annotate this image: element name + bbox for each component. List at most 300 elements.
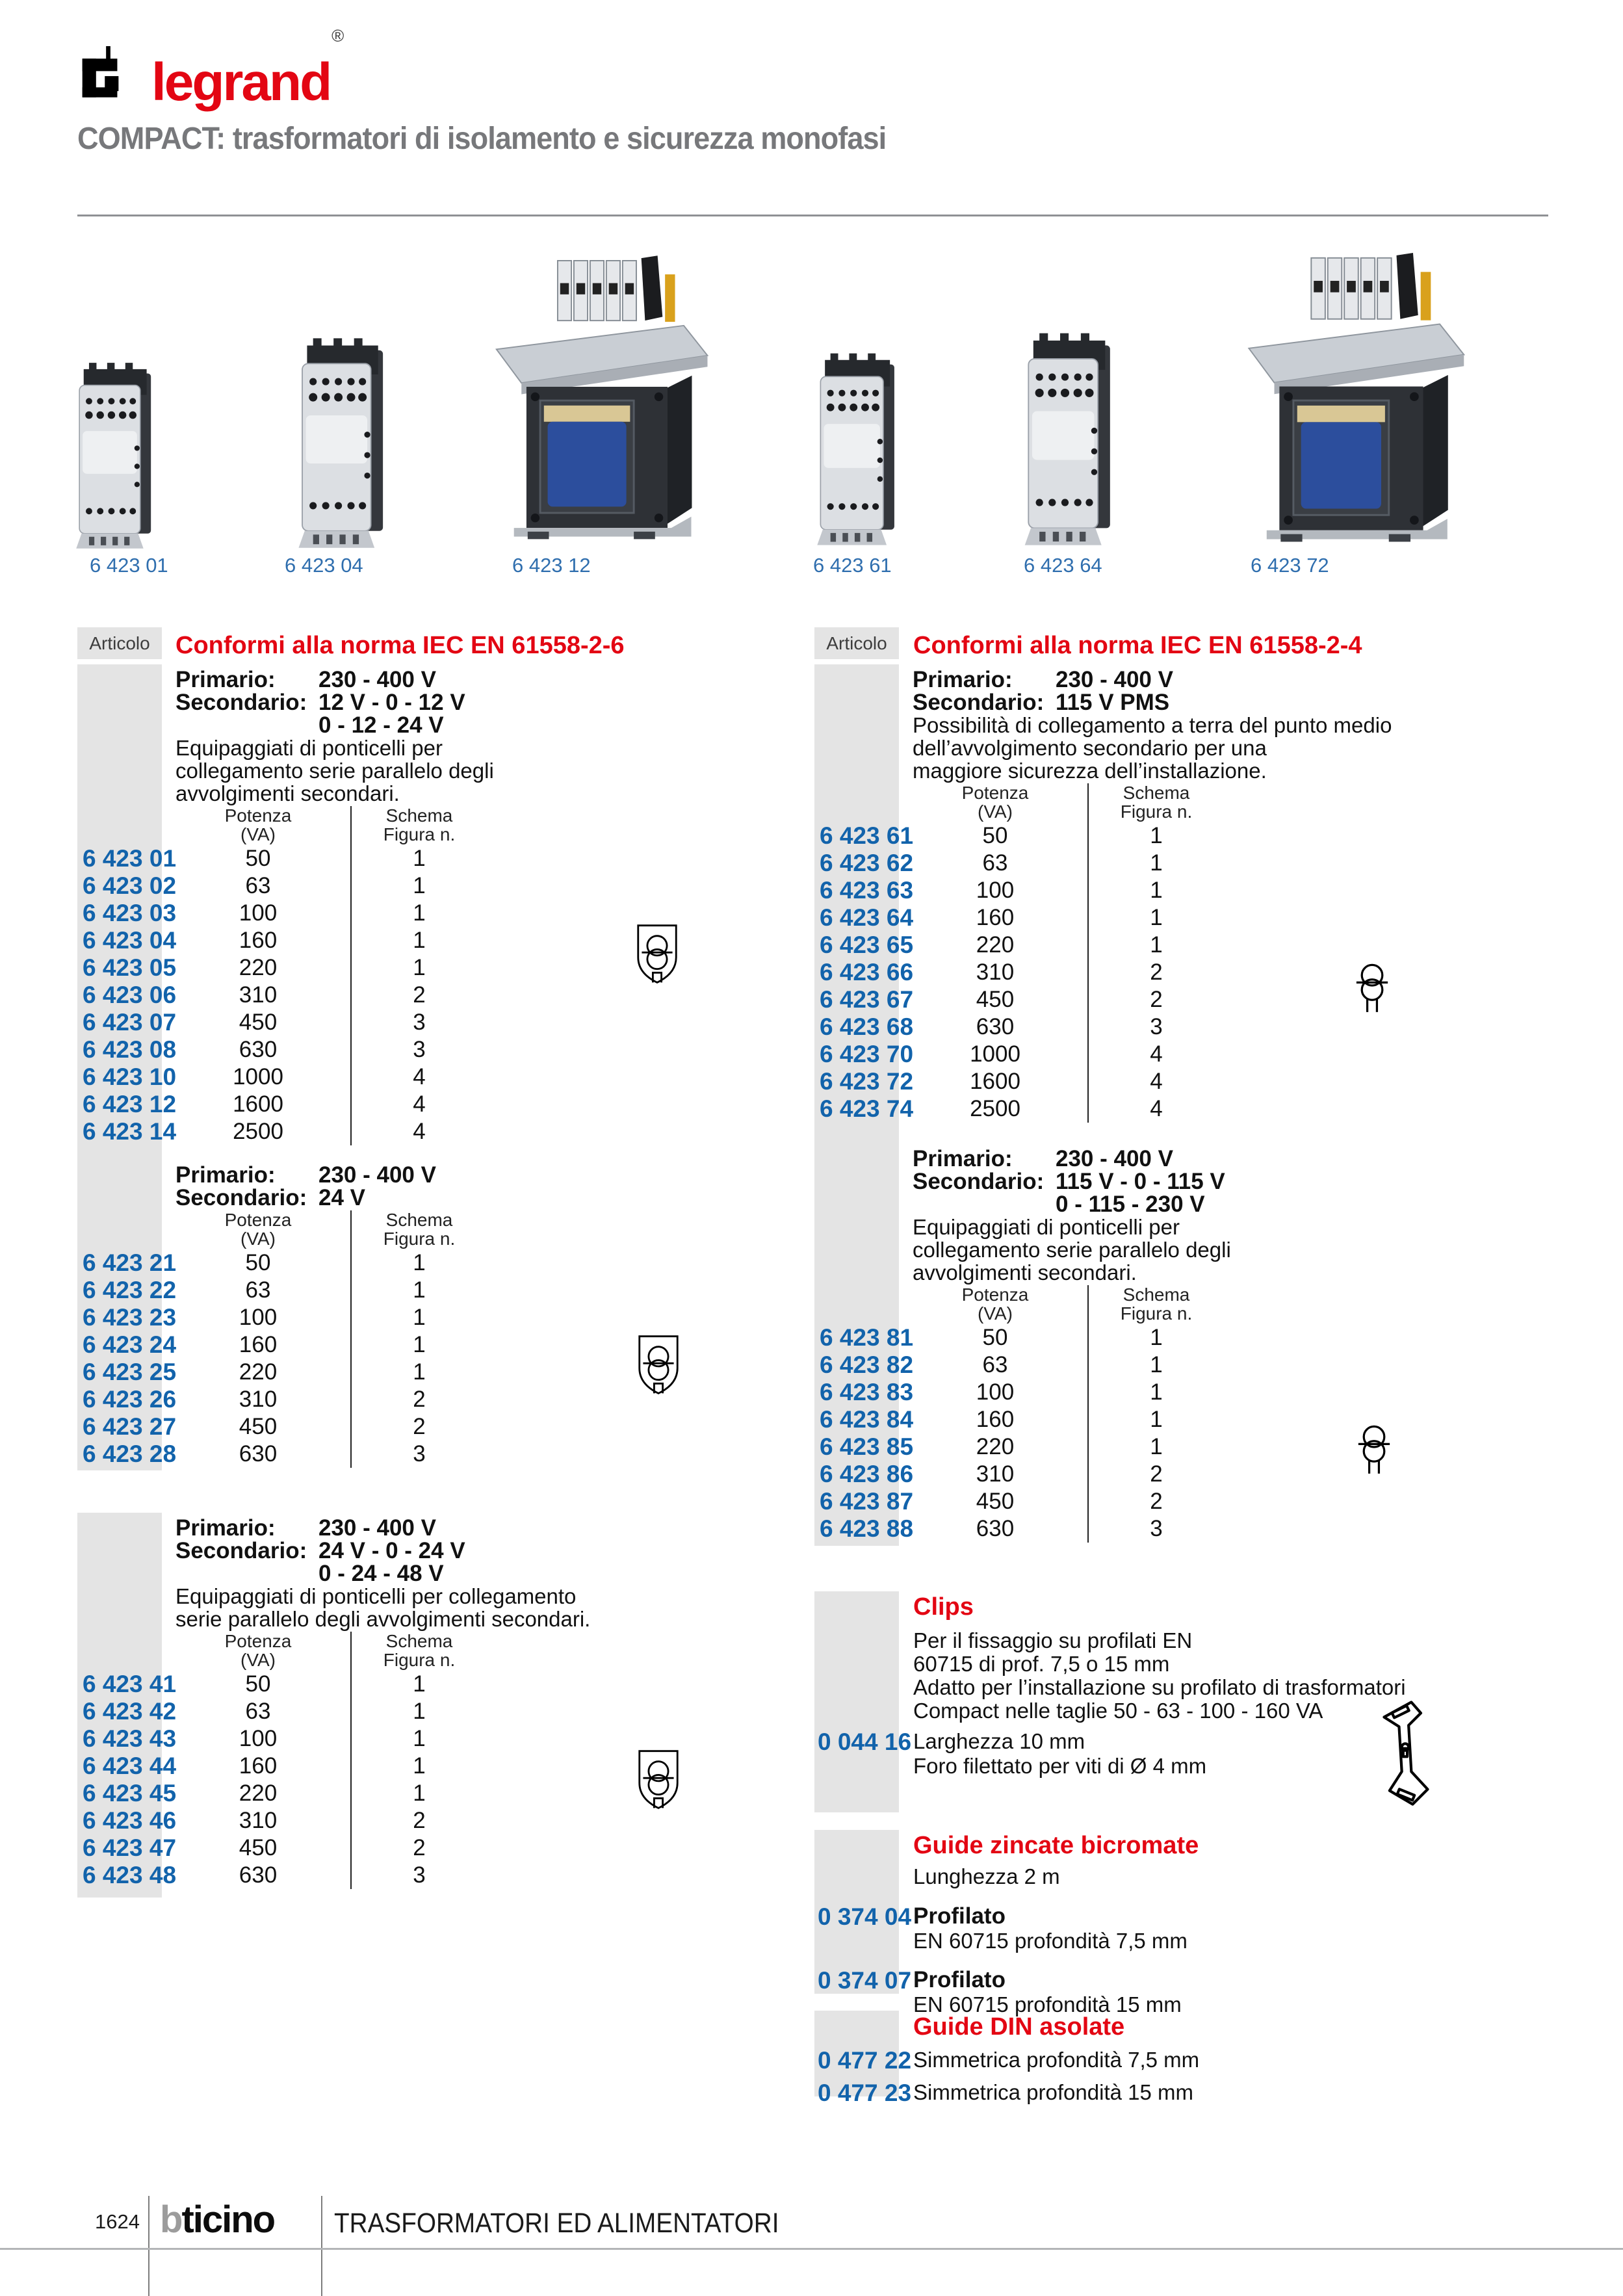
photo-code-label: 6 423 12 xyxy=(512,554,591,577)
left-section-heading: Conformi alla norma IEC EN 61558-2-6 xyxy=(175,632,625,659)
potenza-value: 160 xyxy=(976,905,1015,930)
schema-value: 1 xyxy=(350,1331,487,1359)
article-code: 0 374 07 xyxy=(818,1967,912,1994)
article-code: 6 423 04 xyxy=(83,927,177,954)
guide-din-heading: Guide DIN asolate xyxy=(913,2013,1125,2041)
potenza-value: 220 xyxy=(239,955,278,980)
article-code: 6 423 81 xyxy=(820,1324,914,1351)
footer-section-title: TRASFORMATORI ED ALIMENTATORI xyxy=(334,2208,779,2239)
potenza-value: 100 xyxy=(239,1305,278,1330)
table-row xyxy=(814,1013,1282,1041)
guide-length: Lunghezza 2 m xyxy=(913,1864,1060,1888)
schema-value: 3 xyxy=(350,1036,487,1063)
accessory-description: EN 60715 profondità 7,5 mm xyxy=(913,1929,1188,1953)
winding-value: 0 - 24 - 48 V xyxy=(318,1561,444,1586)
table-row xyxy=(77,1698,545,1725)
legrand-logo-icon xyxy=(77,46,140,109)
schema-value: 3 xyxy=(350,1009,487,1036)
potenza-value: 630 xyxy=(239,1037,278,1062)
article-code: 6 423 47 xyxy=(83,1834,177,1861)
accessory-description: Simmetrica profondità 7,5 mm xyxy=(913,2048,1200,2072)
potenza-value: 160 xyxy=(239,928,278,953)
schema-value: 1 xyxy=(1087,1324,1224,1351)
accessory-item xyxy=(814,1968,1594,2017)
table-row xyxy=(77,1441,545,1468)
product-photo-small xyxy=(294,325,393,554)
isolation-transformer-icon xyxy=(1355,957,1389,1014)
schema-value: 1 xyxy=(350,927,487,954)
potenza-value: 63 xyxy=(245,873,271,898)
table-row xyxy=(77,1862,545,1889)
article-code: 0 044 16 xyxy=(818,1729,912,1755)
legrand-logo xyxy=(77,26,344,112)
table-header-row xyxy=(77,806,545,845)
potenza-value: 63 xyxy=(982,1352,1008,1377)
primario-secondario-row xyxy=(175,1562,545,1585)
table-row xyxy=(77,1304,545,1331)
schema-value: 2 xyxy=(350,1807,487,1834)
potenza-value: 220 xyxy=(239,1781,278,1806)
schema-value: 2 xyxy=(1087,1488,1224,1515)
bticino-logo: bticino xyxy=(160,2198,275,2241)
schema-value: 1 xyxy=(350,1249,487,1277)
schema-value: 1 xyxy=(350,1671,487,1698)
article-code: 6 423 28 xyxy=(83,1441,177,1467)
schema-value: 1 xyxy=(350,900,487,927)
schema-value: 1 xyxy=(1087,877,1224,904)
table-row xyxy=(77,1386,545,1413)
winding-value: 0 - 12 - 24 V xyxy=(318,712,444,738)
winding-label xyxy=(175,1562,318,1585)
table-row xyxy=(77,1009,545,1036)
potenza-value: 2500 xyxy=(233,1119,283,1144)
product-block xyxy=(77,1164,545,1468)
table-row xyxy=(77,845,545,872)
guide-zincate-heading: Guide zincate bicromate xyxy=(913,1832,1199,1859)
primario-secondario-row xyxy=(913,1147,1282,1170)
table-row xyxy=(77,1249,545,1277)
article-code: 6 423 41 xyxy=(83,1671,177,1697)
potenza-value: 310 xyxy=(976,959,1015,985)
table-row xyxy=(77,1063,545,1091)
table-row xyxy=(77,1118,545,1145)
accessory-description-line: Compact nelle taglie 50 - 63 - 100 - 160 VA xyxy=(913,1699,1323,1723)
article-code: 6 423 07 xyxy=(83,1009,177,1036)
schema-value: 2 xyxy=(350,1834,487,1862)
potenza-value: 220 xyxy=(239,1359,278,1385)
potenza-value: 450 xyxy=(976,1489,1015,1514)
winding-label xyxy=(913,1193,1056,1216)
winding-label: Secondario: xyxy=(913,1169,1045,1194)
potenza-value: 310 xyxy=(239,982,278,1008)
article-code: 6 423 67 xyxy=(820,986,914,1013)
article-code: 6 423 21 xyxy=(83,1249,177,1276)
table-row xyxy=(77,872,545,900)
article-code: 6 423 84 xyxy=(820,1406,914,1433)
column-header-potenza: Potenza (VA) xyxy=(961,783,1029,822)
table-row xyxy=(814,1488,1282,1515)
table-row xyxy=(77,1331,545,1359)
article-code: 6 423 02 xyxy=(83,872,177,899)
schema-value: 4 xyxy=(350,1091,487,1118)
accessory-description: Simmetrica profondità 15 mm xyxy=(913,2080,1193,2104)
table-row xyxy=(814,1379,1282,1406)
table-row xyxy=(77,1413,545,1441)
article-code: 6 423 74 xyxy=(820,1095,914,1122)
article-code: 6 423 85 xyxy=(820,1433,914,1460)
guide-zincate-section xyxy=(814,1831,1594,2017)
column-header-schema: Schema Figura n. xyxy=(1087,783,1224,822)
description-line: Possibilità di collegamento a terra del punto medio xyxy=(913,713,1392,737)
article-code: 6 423 44 xyxy=(83,1753,177,1779)
potenza-value: 450 xyxy=(976,987,1015,1012)
table-row xyxy=(814,877,1282,904)
schema-value: 4 xyxy=(1087,1068,1224,1095)
product-block xyxy=(77,668,545,1145)
accessory-item xyxy=(814,2080,1594,2106)
clip-illustration xyxy=(1368,1695,1445,1811)
schema-value: 2 xyxy=(1087,986,1224,1013)
accessory-description-line: 60715 di prof. 7,5 o 15 mm xyxy=(913,1652,1170,1676)
article-code: 6 423 24 xyxy=(83,1331,177,1358)
table-row xyxy=(814,932,1282,959)
article-code: 6 423 68 xyxy=(820,1013,914,1040)
potenza-value: 310 xyxy=(239,1808,278,1833)
photo-code-label: 6 423 04 xyxy=(285,554,363,577)
schema-value: 1 xyxy=(350,1277,487,1304)
column-header-potenza: Potenza (VA) xyxy=(224,1210,292,1249)
schema-value: 1 xyxy=(1087,1351,1224,1379)
winding-label: Secondario: xyxy=(913,690,1045,715)
potenza-value: 1600 xyxy=(970,1069,1020,1094)
table-row xyxy=(77,927,545,954)
table-row xyxy=(77,1753,545,1780)
article-code: 6 423 64 xyxy=(820,904,914,931)
description-line: Equipaggiati di ponticelli per xyxy=(175,736,443,760)
potenza-value: 630 xyxy=(976,1516,1015,1541)
article-code: 6 423 62 xyxy=(820,850,914,876)
description-line: avvolgimenti secondari. xyxy=(175,781,400,805)
primario-secondario-row xyxy=(175,714,545,737)
article-code: 6 423 25 xyxy=(83,1359,177,1385)
footer-divider-line xyxy=(148,2196,149,2296)
potenza-value: 100 xyxy=(976,878,1015,903)
product-block xyxy=(77,1515,591,1889)
article-code: 6 423 06 xyxy=(83,982,177,1008)
safety-transformer-icon xyxy=(636,923,679,985)
accessory-name: Profilato xyxy=(913,1967,1006,1992)
schema-value: 3 xyxy=(1087,1515,1224,1543)
potenza-value: 630 xyxy=(976,1014,1015,1039)
article-code: 6 423 86 xyxy=(820,1461,914,1487)
product-photo-large xyxy=(478,252,715,553)
article-code: 0 374 04 xyxy=(818,1903,912,1930)
column-header-schema: Schema Figura n. xyxy=(350,1210,487,1249)
accessory-item xyxy=(814,2048,1594,2074)
winding-label: Primario: xyxy=(913,667,1013,692)
potenza-value: 1000 xyxy=(970,1041,1020,1067)
right-section-heading: Conformi alla norma IEC EN 61558-2-4 xyxy=(913,632,1362,659)
schema-value: 4 xyxy=(1087,1041,1224,1068)
winding-value: 24 V xyxy=(318,1185,365,1210)
table-row xyxy=(77,900,545,927)
potenza-value: 100 xyxy=(239,900,278,926)
schema-value: 2 xyxy=(350,982,487,1009)
article-code: 6 423 22 xyxy=(83,1277,177,1303)
schema-value: 2 xyxy=(350,1386,487,1413)
table-row xyxy=(77,1359,545,1386)
article-code: 6 423 43 xyxy=(83,1725,177,1752)
photo-code-label: 6 423 64 xyxy=(1024,554,1102,577)
articolo-header: Articolo xyxy=(77,627,162,659)
product-block xyxy=(814,667,1392,1123)
accessory-description: Foro filettato per viti di Ø 4 mm xyxy=(913,1754,1207,1778)
clips-heading: Clips xyxy=(913,1593,974,1621)
schema-value: 1 xyxy=(350,872,487,900)
article-code: 6 423 63 xyxy=(820,877,914,904)
table-row xyxy=(814,1095,1282,1123)
schema-value: 1 xyxy=(350,1359,487,1386)
schema-value: 1 xyxy=(1087,932,1224,959)
column-header-schema: Schema Figura n. xyxy=(1087,1285,1224,1324)
table-row xyxy=(814,1515,1282,1543)
article-code: 6 423 87 xyxy=(820,1488,914,1515)
article-code: 6 423 42 xyxy=(83,1698,177,1725)
table-row xyxy=(814,904,1282,932)
footer-divider-line xyxy=(321,2196,322,2296)
isolation-transformer-icon xyxy=(1357,1418,1391,1476)
description-line: collegamento serie parallelo degli xyxy=(175,759,494,783)
winding-label: Secondario: xyxy=(175,1185,307,1210)
schema-value: 4 xyxy=(350,1063,487,1091)
column-header-schema: Schema Figura n. xyxy=(350,806,487,845)
article-code: 6 423 88 xyxy=(820,1515,914,1542)
table-row xyxy=(814,1461,1282,1488)
schema-value: 1 xyxy=(350,1753,487,1780)
potenza-value: 630 xyxy=(239,1862,278,1888)
winding-label: Secondario: xyxy=(175,690,307,715)
table-row xyxy=(77,982,545,1009)
table-row xyxy=(77,1671,545,1698)
potenza-value: 450 xyxy=(239,1010,278,1035)
photo-code-label: 6 423 72 xyxy=(1251,554,1329,577)
winding-label: Primario: xyxy=(175,1515,276,1541)
article-code: 0 477 22 xyxy=(818,2047,912,2074)
winding-value: 0 - 115 - 230 V xyxy=(1056,1192,1205,1217)
table-row xyxy=(814,850,1282,877)
article-code: 6 423 65 xyxy=(820,932,914,958)
table-row xyxy=(77,954,545,982)
column-header-schema: Schema Figura n. xyxy=(350,1632,487,1671)
article-code: 6 423 08 xyxy=(83,1036,177,1063)
schema-value: 2 xyxy=(350,1413,487,1441)
description-line: collegamento serie parallelo degli xyxy=(913,1238,1231,1262)
winding-value: 230 - 400 V xyxy=(1056,1146,1173,1171)
primario-secondario-row xyxy=(175,691,545,714)
guide-din-section xyxy=(814,2013,1594,2106)
schema-value: 1 xyxy=(1087,1406,1224,1433)
article-code: 6 423 48 xyxy=(83,1862,177,1888)
winding-label xyxy=(175,714,318,737)
article-code: 6 423 10 xyxy=(83,1063,177,1090)
article-code: 6 423 05 xyxy=(83,954,177,981)
potenza-value: 100 xyxy=(239,1726,278,1751)
potenza-value: 630 xyxy=(239,1441,278,1467)
table-row xyxy=(814,1406,1282,1433)
potenza-value: 100 xyxy=(976,1379,1015,1405)
potenza-value: 450 xyxy=(239,1835,278,1860)
potenza-value: 50 xyxy=(245,1671,271,1697)
potenza-value: 310 xyxy=(239,1387,278,1412)
table-row xyxy=(814,1433,1282,1461)
table-row xyxy=(814,959,1282,986)
potenza-value: 160 xyxy=(976,1407,1015,1432)
articolo-header: Articolo xyxy=(814,627,899,659)
schema-value: 3 xyxy=(350,1441,487,1468)
schema-value: 4 xyxy=(1087,1095,1224,1123)
description-line: Equipaggiati di ponticelli per collegamento xyxy=(175,1584,577,1608)
table-row xyxy=(814,822,1282,850)
product-block xyxy=(814,1147,1282,1543)
winding-label: Primario: xyxy=(175,1162,276,1188)
schema-value: 1 xyxy=(1087,1379,1224,1406)
winding-label: Secondario: xyxy=(175,1538,307,1563)
article-code: 6 423 01 xyxy=(83,845,177,872)
potenza-value: 160 xyxy=(239,1332,278,1357)
article-code: 6 423 27 xyxy=(83,1413,177,1440)
table-header-row xyxy=(77,1632,545,1671)
table-row xyxy=(814,1324,1282,1351)
article-code: 6 423 61 xyxy=(820,822,914,849)
winding-value: 115 V - 0 - 115 V xyxy=(1056,1169,1225,1194)
accessory-item xyxy=(814,1729,1594,1779)
primario-secondario-row xyxy=(913,668,1282,691)
schema-value: 3 xyxy=(1087,1013,1224,1041)
safety-transformer-icon xyxy=(637,1334,680,1396)
schema-value: 1 xyxy=(1087,850,1224,877)
product-photo-small xyxy=(73,351,159,554)
article-code: 6 423 83 xyxy=(820,1379,914,1405)
article-code: 6 423 70 xyxy=(820,1041,914,1067)
schema-value: 1 xyxy=(350,1304,487,1331)
schema-value: 1 xyxy=(350,1780,487,1807)
article-code: 6 423 12 xyxy=(83,1091,177,1117)
accessory-description: EN 60715 profondità 15 mm xyxy=(913,1992,1182,2016)
schema-value: 2 xyxy=(1087,1461,1224,1488)
primario-secondario-row xyxy=(913,691,1282,714)
schema-value: 1 xyxy=(350,845,487,872)
table-row xyxy=(77,1277,545,1304)
schema-value: 1 xyxy=(1087,822,1224,850)
potenza-value: 50 xyxy=(245,1250,271,1275)
accessory-description-line: Adatto per l’installazione su profilato di trasformatori xyxy=(913,1675,1406,1699)
page-number: 1624 xyxy=(95,2210,140,2233)
column-header-potenza: Potenza (VA) xyxy=(224,1631,292,1670)
winding-label: Primario: xyxy=(175,667,276,692)
safety-transformer-icon xyxy=(637,1749,680,1811)
potenza-value: 50 xyxy=(982,1325,1008,1350)
photo-code-label: 6 423 01 xyxy=(90,554,168,577)
clips-section xyxy=(814,1593,1594,1779)
potenza-value: 63 xyxy=(245,1699,271,1724)
registered-mark: ® xyxy=(331,26,344,46)
description-line: avvolgimenti secondari. xyxy=(913,1260,1137,1285)
primario-secondario-row xyxy=(913,1193,1282,1216)
potenza-value: 50 xyxy=(245,846,271,871)
product-photo-large xyxy=(1230,252,1472,553)
primario-secondario-row xyxy=(175,1539,545,1562)
accessory-description-line: Per il fissaggio su profilati EN xyxy=(913,1628,1193,1652)
article-code: 6 423 82 xyxy=(820,1351,914,1378)
schema-value: 1 xyxy=(350,954,487,982)
product-photo-small xyxy=(814,341,902,551)
table-row xyxy=(77,1725,545,1753)
schema-value: 4 xyxy=(350,1118,487,1145)
column-header-potenza: Potenza (VA) xyxy=(961,1285,1029,1324)
table-header-row xyxy=(814,1285,1282,1324)
potenza-value: 1600 xyxy=(233,1091,283,1117)
potenza-value: 160 xyxy=(239,1753,278,1779)
primario-secondario-row xyxy=(175,668,545,691)
winding-value: 115 V PMS xyxy=(1056,690,1170,715)
table-row xyxy=(814,1068,1282,1095)
potenza-value: 1000 xyxy=(233,1064,283,1089)
page-title: COMPACT: trasformatori di isolamento e sicurezza monofasi xyxy=(77,122,887,156)
winding-value: 230 - 400 V xyxy=(1056,667,1173,692)
accessory-name: Profilato xyxy=(913,1903,1006,1929)
schema-value: 1 xyxy=(1087,1433,1224,1461)
potenza-value: 63 xyxy=(245,1277,271,1303)
schema-value: 1 xyxy=(350,1698,487,1725)
article-code: 6 423 03 xyxy=(83,900,177,926)
potenza-value: 220 xyxy=(976,932,1015,958)
winding-value: 230 - 400 V xyxy=(318,1162,436,1188)
accessory-description: Larghezza 10 mm xyxy=(913,1729,1085,1753)
article-code: 0 477 23 xyxy=(818,2080,912,2106)
schema-value: 1 xyxy=(1087,904,1224,932)
table-row xyxy=(814,1351,1282,1379)
table-row xyxy=(77,1091,545,1118)
potenza-value: 63 xyxy=(982,850,1008,876)
potenza-value: 220 xyxy=(976,1434,1015,1459)
potenza-value: 310 xyxy=(976,1461,1015,1487)
photo-code-label: 6 423 61 xyxy=(813,554,892,577)
winding-value: 230 - 400 V xyxy=(318,1515,436,1541)
article-code: 6 423 66 xyxy=(820,959,914,985)
description-line: Equipaggiati di ponticelli per xyxy=(913,1215,1180,1239)
winding-label: Primario: xyxy=(913,1146,1013,1171)
product-photo-small xyxy=(1019,320,1121,551)
primario-secondario-row xyxy=(913,1170,1282,1193)
article-code: 6 423 46 xyxy=(83,1807,177,1834)
description-line: serie parallelo degli avvolgimenti secondari. xyxy=(175,1607,591,1631)
potenza-value: 450 xyxy=(239,1414,278,1439)
schema-value: 2 xyxy=(1087,959,1224,986)
description-line: maggiore sicurezza dell’installazione. xyxy=(913,759,1267,783)
table-row xyxy=(77,1807,545,1834)
table-header-row xyxy=(77,1210,545,1249)
article-code: 6 423 14 xyxy=(83,1118,177,1145)
footer-rule xyxy=(0,2248,1623,2250)
table-row xyxy=(814,986,1282,1013)
primario-secondario-row xyxy=(175,1164,545,1186)
potenza-value: 50 xyxy=(982,823,1008,848)
accessory-item xyxy=(814,1904,1594,1953)
schema-value: 1 xyxy=(350,1725,487,1753)
table-row xyxy=(814,1041,1282,1068)
article-code: 6 423 72 xyxy=(820,1068,914,1095)
winding-value: 24 V - 0 - 24 V xyxy=(318,1538,465,1563)
